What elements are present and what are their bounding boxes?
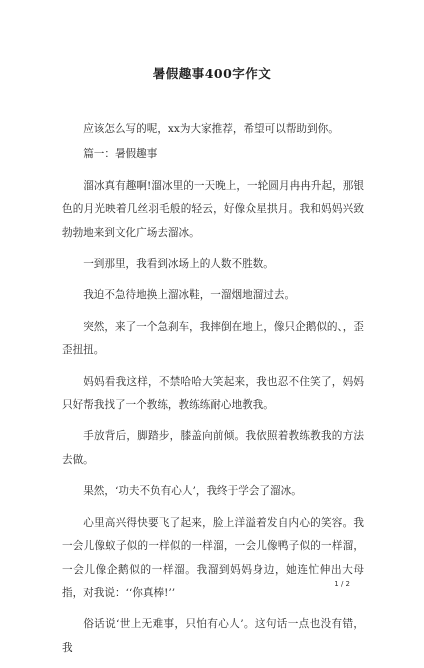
paragraph: 俗话说‘世上无难事，只怕有心人’。这句话一点也没有错，我 [62, 618, 364, 654]
paragraph: 一到那里，我看到冰场上的人数不胜数。 [83, 258, 274, 271]
paragraph: 溜冰真有趣啊!溜冰里的一天晚上，一轮圆月冉冉升起，那银色的月光映着几丝羽毛般的轻云，好像众星拱月。我和妈妈兴致勃勃地来到文化广场去溜冰。 [62, 179, 364, 239]
document-title: 暑假趣事400字作文 [152, 66, 272, 81]
paragraph: 我迫不急待地换上溜冰鞋，一溜烟地溜过去。 [83, 289, 296, 302]
paragraph-intro: 应该怎么写的呢，xx为大家推荐，希望可以帮助到你。 [83, 123, 339, 135]
paragraph-section-heading: 篇一：暑假趣事 [83, 148, 158, 161]
document-body [62, 118, 364, 668]
paragraph: 突然，来了一个急刹车，我摔倒在地上，像只企鹅似的、，歪歪扭扭。 [62, 320, 364, 357]
page-number: 1 / 2 [334, 580, 350, 588]
paragraph: 心里高兴得快要飞了起来，脸上洋溢着发自内心的笑容。我一会儿像蚁子似的一样似的一样溜，一会儿像鸭子似的一样溜，一会儿像企鹅似的一样溜。我溜到妈妈身边，她连忙伸出大母指，对我说：‘‘你真棒!’’ [62, 516, 364, 599]
paragraph: 果然，‘功夫不负有心人’，我终于学会了溜冰。 [83, 485, 302, 498]
paragraph: 手放背后，脚踏步，膝盖向前倾。我依照着教练教我的方法去做。 [62, 430, 364, 466]
paragraph: 妈妈看我这样，不禁哈哈大笑起来，我也忍不住笑了，妈妈只好帮我找了一个教练，教练练耐心地教我。 [62, 375, 364, 412]
